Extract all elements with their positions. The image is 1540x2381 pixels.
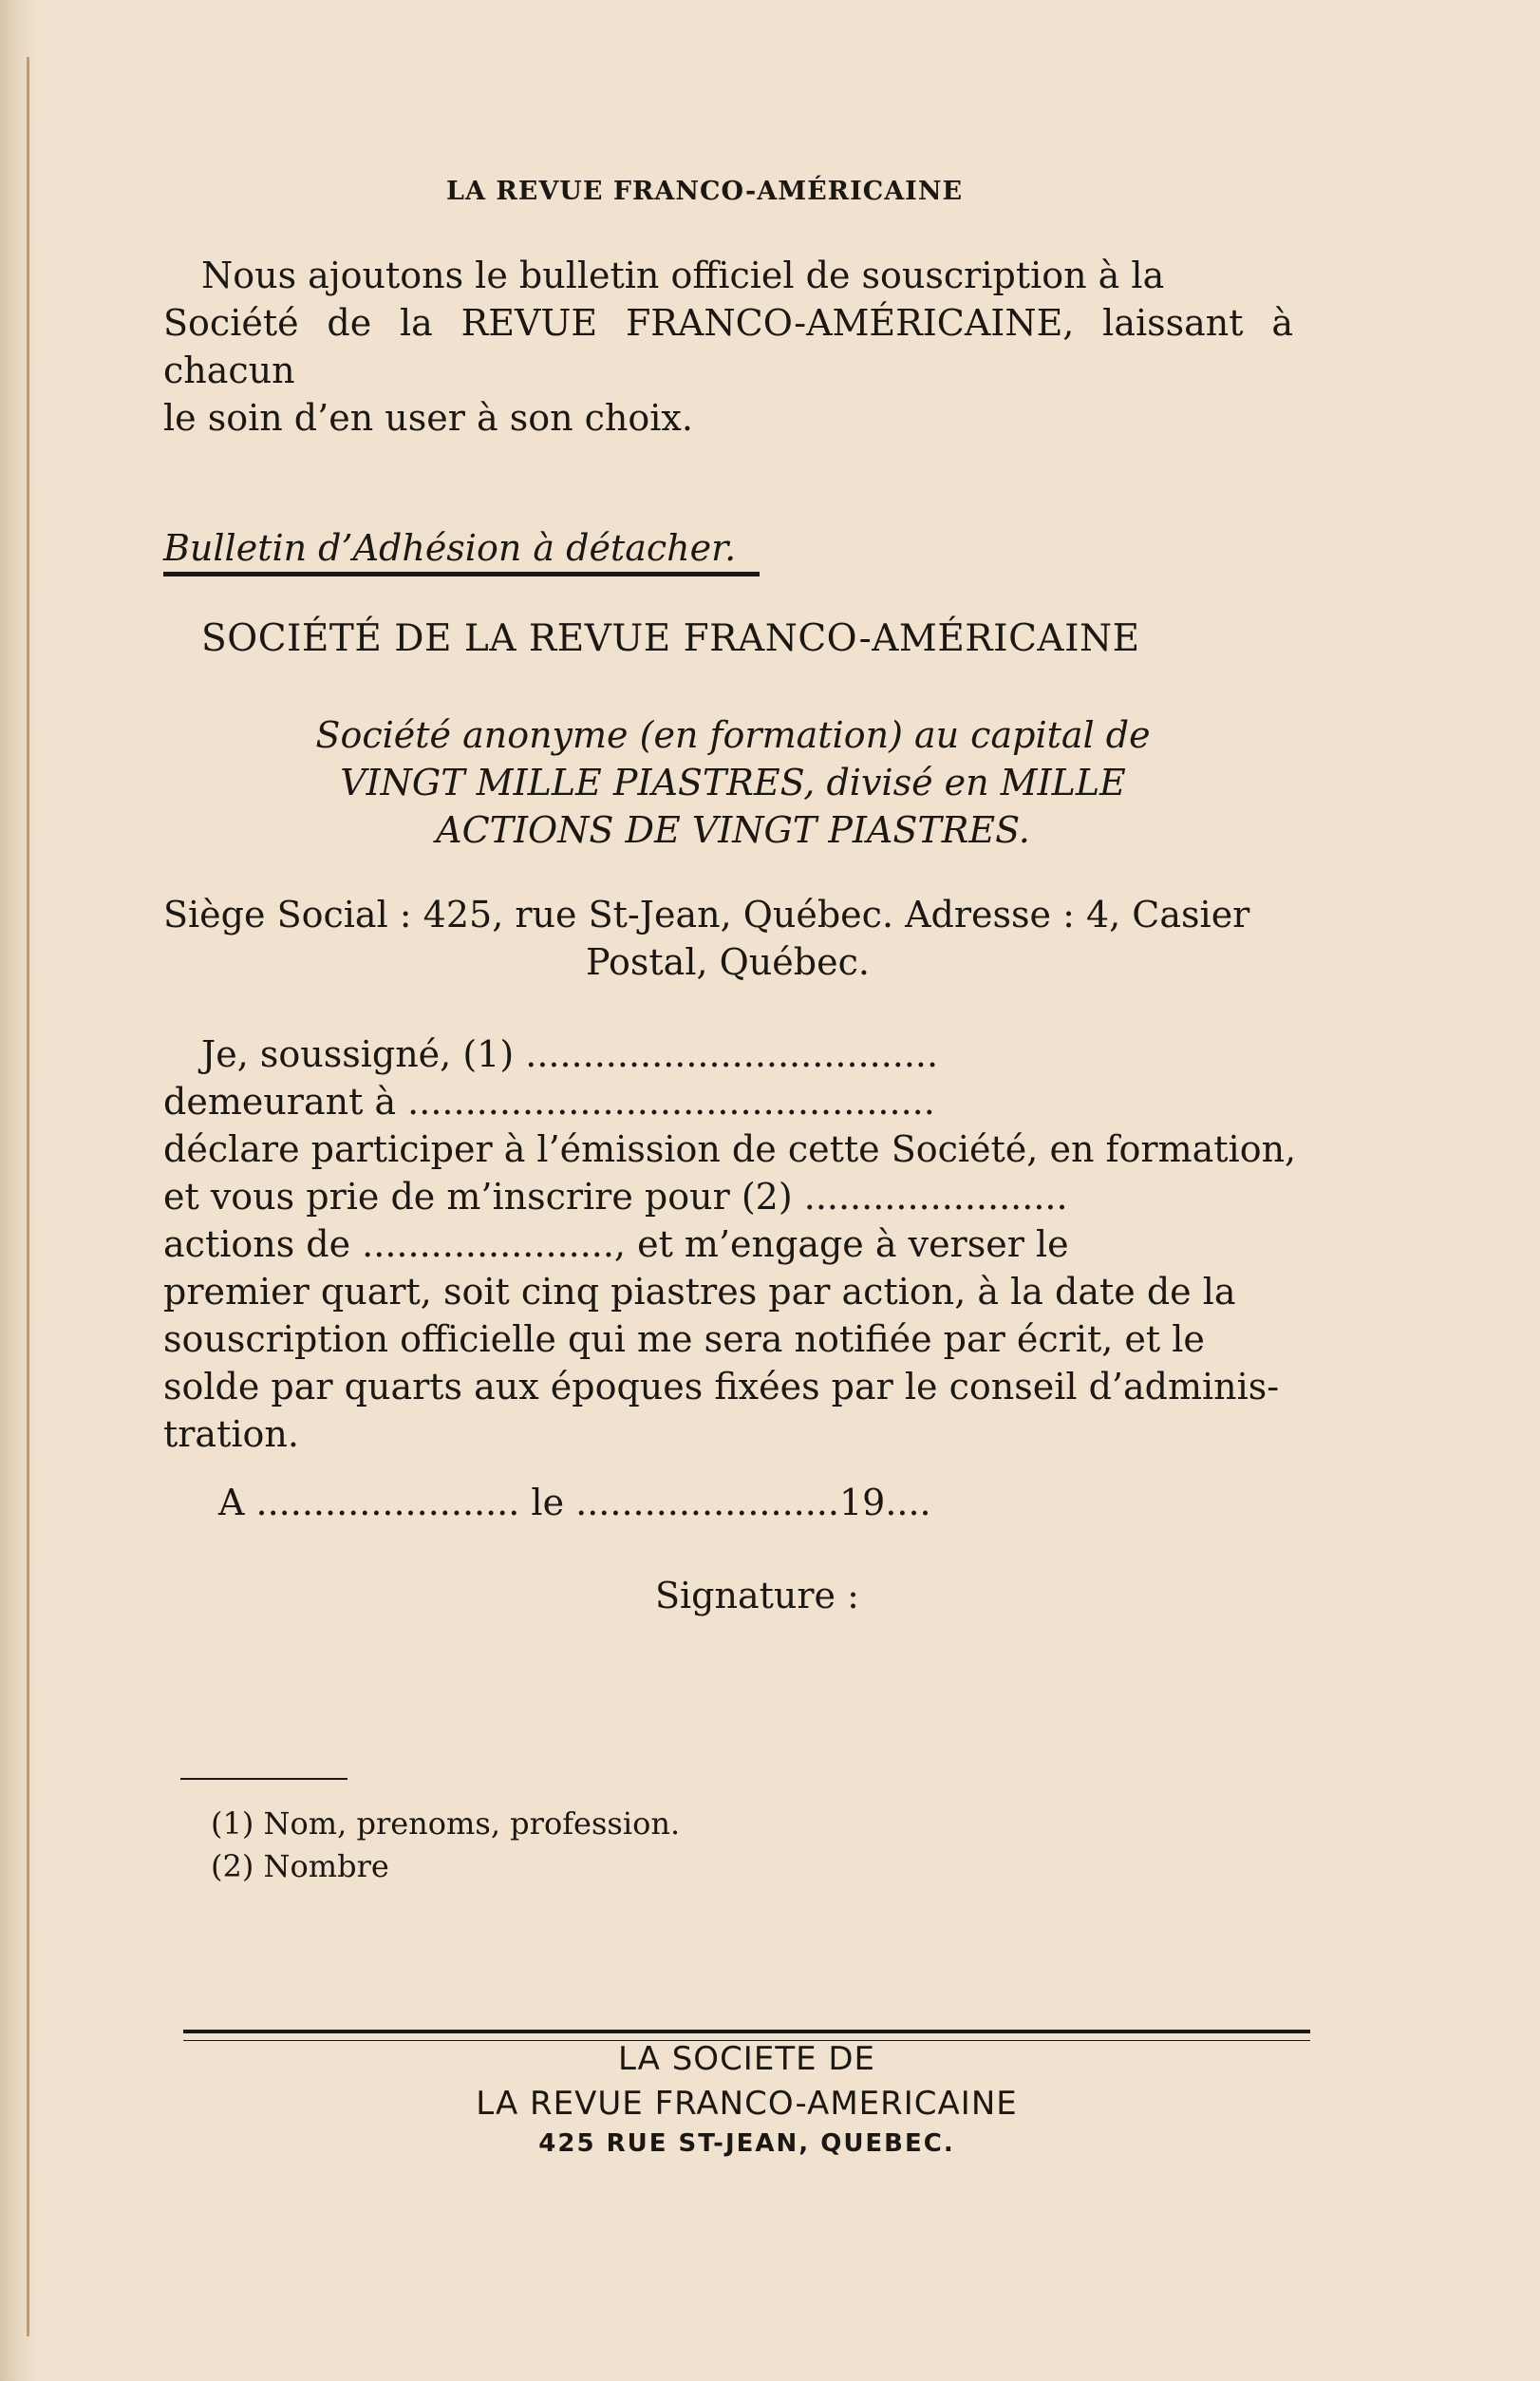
siege-line: Siège Social : 425, rue St-Jean, Québec. Adresse : 4, Casier — [163, 894, 1250, 935]
form-line-name: Je, soussigné, (1) .................................... — [201, 1033, 939, 1075]
form-line: souscription officielle qui me sera notifiée par écrit, et le — [163, 1318, 1205, 1360]
intro-line: le soin d’en user à son choix. — [163, 397, 693, 439]
form-line: déclare participer à l’émission de cette Société, en formation, — [163, 1128, 1297, 1170]
siege-line: Postal, Québec. — [586, 941, 870, 983]
date-place-line: A ....................... le .......................19.... — [218, 1482, 931, 1523]
societe-title: SOCIÉTÉ DE LA REVUE FRANCO-AMÉRICAINE — [201, 617, 1140, 660]
societe-subtitle: ACTIONS DE VINGT PIASTRES. — [436, 809, 1030, 851]
footer-rule-thick — [183, 2030, 1310, 2033]
bulletin-underline — [163, 572, 760, 576]
form-line: tration. — [163, 1413, 299, 1455]
footnotes — [211, 1803, 875, 1888]
running-header: LA REVUE FRANCO-AMÉRICAINE — [446, 177, 964, 206]
intro-line: Nous ajoutons le bulletin officiel de souscription à la — [201, 255, 1165, 296]
societe-subtitle: VINGT MILLE PIASTRES, divisé en MILLE — [340, 762, 1126, 803]
form-line: premier quart, soit cinq piastres par action, à la date de la — [163, 1271, 1236, 1313]
siege-social — [163, 891, 1303, 986]
footer-line: LA SOCIETE DE — [617, 2040, 876, 2078]
footer-line: LA REVUE FRANCO-AMERICAINE — [476, 2085, 1018, 2123]
page-fold-line — [27, 57, 29, 2336]
page-edge-shadow — [0, 0, 38, 2381]
footer-address: 425 RUE ST-JEAN, QUEBEC. — [538, 2129, 955, 2158]
form-line-address: demeurant à .............................................. — [163, 1081, 935, 1123]
form-line: solde par quarts aux époques fixées par le conseil d’adminis- — [163, 1366, 1280, 1408]
form-line-amount: actions de ......................, et m’engage à verser le — [163, 1223, 1069, 1265]
footnote-rule — [180, 1778, 347, 1780]
signature-label: Signature : — [655, 1575, 859, 1616]
footnote-2: (2) Nombre — [211, 1848, 389, 1884]
intro-line: Société de la REVUE FRANCO-AMÉRICAINE, laissant à chacun — [163, 302, 1293, 391]
subscription-form — [163, 1030, 1303, 1458]
societe-subtitle: Société anonyme (en formation) au capital de — [315, 714, 1151, 756]
form-line-count: et vous prie de m’inscrire pour (2) ....................... — [163, 1176, 1068, 1218]
intro-paragraph — [163, 252, 1293, 442]
bulletin-heading: Bulletin d’Adhésion à détacher. — [163, 527, 737, 569]
footnote-1: (1) Nom, prenoms, profession. — [211, 1805, 681, 1842]
